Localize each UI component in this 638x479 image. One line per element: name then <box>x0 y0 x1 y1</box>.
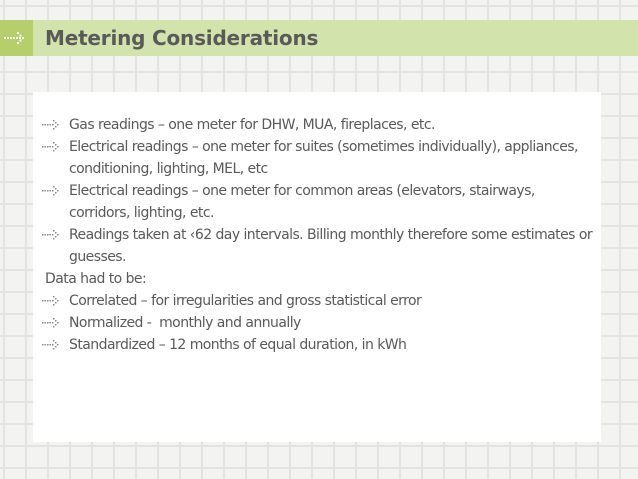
dotted-arrow-bullet-icon <box>41 141 63 153</box>
dotted-arrow-bullet-icon <box>41 119 63 131</box>
content-panel <box>33 92 601 442</box>
bullet-item-electrical-common <box>33 180 601 224</box>
dotted-arrow-bullet-icon <box>41 185 63 197</box>
dotted-arrow-bullet-icon <box>41 317 63 329</box>
bullet-text: Electrical readings – one meter for common areas (elevators, stairways, corridors, lighting, etc. <box>69 183 535 221</box>
dotted-arrow-bullet-icon <box>41 339 63 351</box>
bullet-item-correlated <box>33 290 601 312</box>
dotted-arrow-bullet-icon <box>41 229 63 241</box>
title-bar <box>0 20 638 56</box>
dotted-arrow-icon <box>2 30 30 46</box>
bullet-text: Correlated – for irregularities and gross statistical error <box>69 293 422 309</box>
bullet-item-electrical-suites <box>33 136 601 180</box>
slide-title: Metering Considerations <box>45 26 319 50</box>
bullet-text: Readings taken at ‹62 day intervals. Billing monthly therefore some estimates or guesses. <box>69 227 593 265</box>
title-icon-box <box>0 20 33 56</box>
bullet-item-standardized <box>33 334 601 356</box>
bullet-text: Electrical readings – one meter for suites (sometimes individually), appliances, conditioning, lighting, MEL, etc <box>69 139 578 177</box>
dotted-arrow-bullet-icon <box>41 295 63 307</box>
bullet-item-normalized <box>33 312 601 334</box>
bullet-list <box>33 114 601 356</box>
bullet-item-gas <box>33 114 601 136</box>
bullet-item-readings <box>33 224 601 268</box>
bullet-text: Standardized – 12 months of equal duration, in kWh <box>69 337 407 353</box>
bullet-text: Normalized - monthly and annually <box>69 315 301 331</box>
bullet-text: Gas readings – one meter for DHW, MUA, fireplaces, etc. <box>69 117 435 133</box>
subheading: Data had to be: <box>45 271 147 287</box>
